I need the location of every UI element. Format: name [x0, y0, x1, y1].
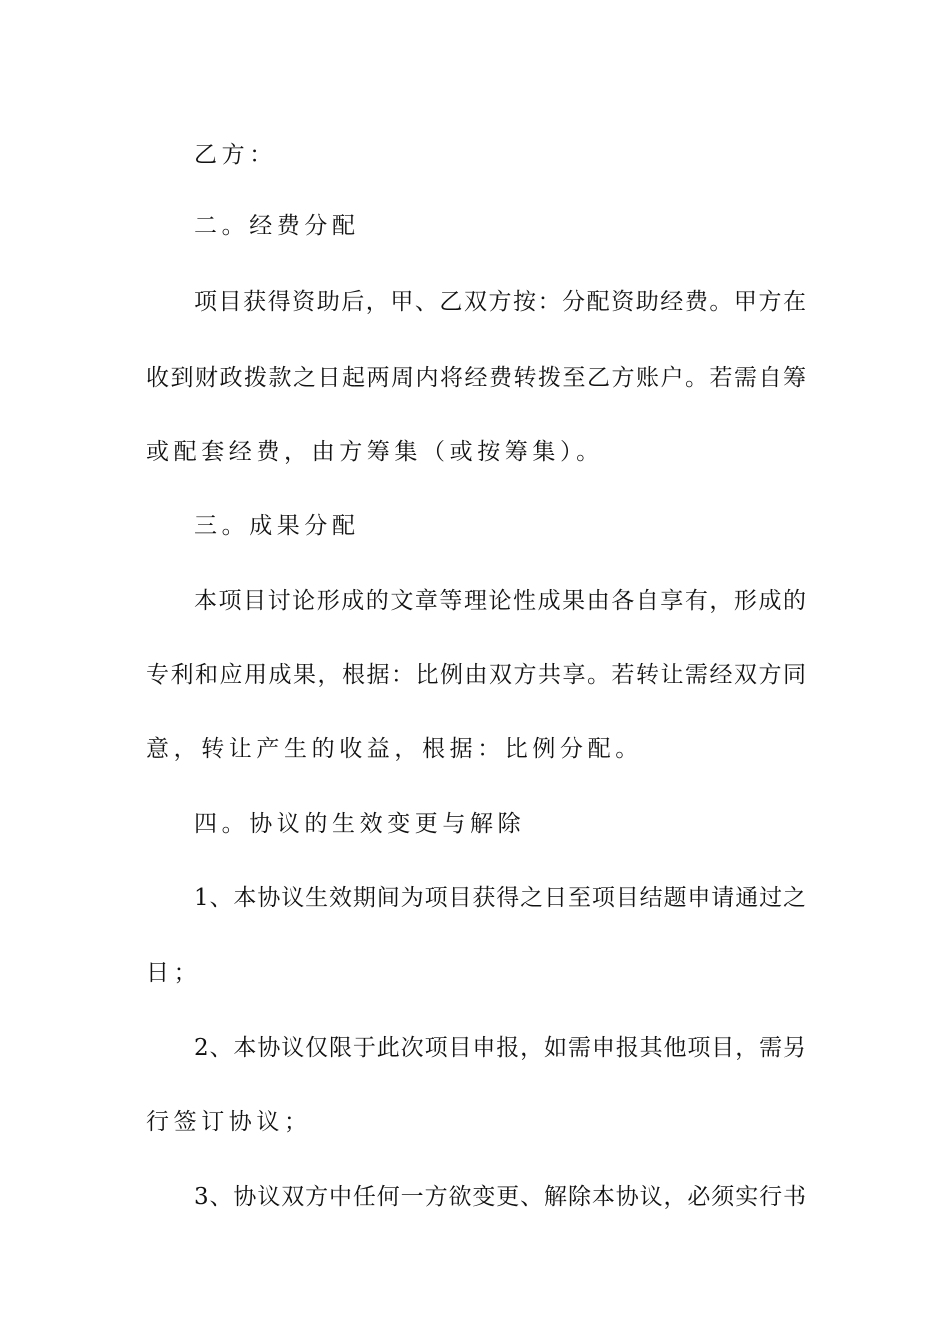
section-heading-results: 三。成果分配	[194, 513, 360, 539]
paragraph-line: 本项目讨论形成的文章等理论性成果由各自享有，形成的	[194, 588, 806, 614]
section-heading-funding: 二。经费分配	[194, 213, 360, 239]
paragraph-line: 意，转让产生的收益，根据：比例分配。	[146, 736, 643, 762]
party-b-label: 乙方：	[194, 142, 277, 168]
paragraph-line: 专利和应用成果，根据：比例由双方共享。若转让需经双方同	[146, 662, 806, 688]
paragraph-line: 行签订协议；	[146, 1109, 312, 1135]
paragraph-line: 3、协议双方中任何一方欲变更、解除本协议，必须实行书	[194, 1184, 806, 1210]
section-heading-agreement: 四。协议的生效变更与解除	[194, 811, 526, 837]
paragraph-line: 2、本协议仅限于此次项目申报，如需申报其他项目，需另	[194, 1035, 806, 1061]
paragraph-line: 1、本协议生效期间为项目获得之日至项目结题申请通过之	[194, 885, 806, 911]
paragraph-line: 或配套经费，由方筹集（或按筹集）。	[146, 439, 604, 465]
paragraph-line: 日；	[146, 960, 202, 986]
paragraph-line: 项目获得资助后，甲、乙双方按：分配资助经费。甲方在	[194, 289, 806, 315]
paragraph-line: 收到财政拨款之日起两周内将经费转拨至乙方账户。若需自筹	[146, 365, 806, 391]
